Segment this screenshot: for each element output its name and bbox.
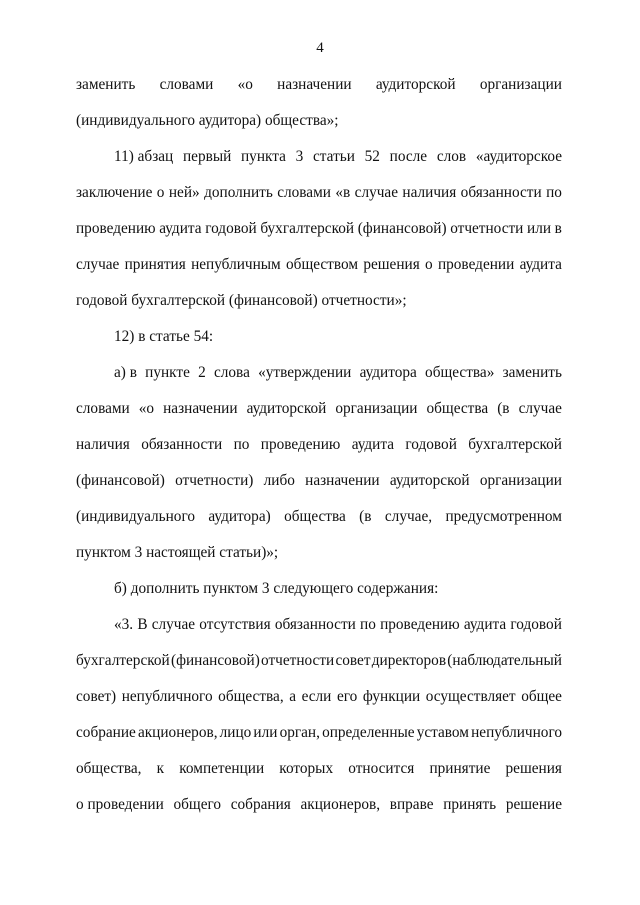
text-word: случае	[354, 184, 398, 201]
text-word: проведению	[76, 220, 156, 237]
text-line	[76, 759, 562, 779]
text-word: или	[527, 220, 552, 237]
text-line	[76, 291, 562, 311]
text-word: аудитора	[359, 364, 417, 381]
text-word: случае	[518, 400, 562, 417]
text-line	[76, 651, 562, 671]
text-word: предусмотренном	[445, 508, 562, 525]
text-line	[76, 75, 562, 95]
text-word: аудитора)	[208, 508, 271, 525]
text-word: а) в	[114, 364, 137, 381]
text-line	[76, 219, 562, 239]
text-word: аудиторской	[389, 472, 470, 489]
text-word: решения	[363, 256, 420, 273]
text-line	[114, 147, 562, 167]
text-word: по	[546, 184, 562, 201]
text-word: (наблюдательный	[447, 652, 562, 669]
text-word: непубличного	[471, 724, 562, 741]
text-word: б) дополнить пунктом 3 следующего содержания:	[114, 580, 439, 597]
text-word: лицо	[219, 724, 252, 741]
text-line	[114, 579, 562, 599]
text-word: отсутствия	[199, 616, 271, 633]
text-word: собрание	[76, 724, 136, 741]
text-word: наличия	[76, 436, 130, 453]
text-word: 2	[198, 364, 206, 381]
text-word: общества	[426, 400, 489, 417]
text-word: либо	[263, 472, 295, 489]
text-word: аудита	[159, 220, 202, 237]
text-word: в	[554, 220, 562, 237]
text-word: словами	[76, 400, 130, 417]
text-word: заключение	[76, 184, 153, 201]
text-word: назначении	[163, 400, 238, 417]
text-word: «в	[335, 184, 351, 201]
text-word: обязанности	[460, 184, 542, 201]
text-word: «о	[237, 76, 253, 93]
text-word: компетенции	[179, 760, 265, 777]
text-word: после	[389, 148, 428, 165]
text-word: случае,	[384, 508, 433, 525]
text-word: годовой	[405, 436, 457, 453]
text-word: (финансовой)	[357, 220, 447, 237]
text-word: относится	[348, 760, 415, 777]
text-word: пункте	[145, 364, 190, 381]
text-word: к	[156, 760, 165, 777]
text-word: организации	[479, 472, 562, 489]
text-line	[76, 723, 562, 743]
text-word: случае	[151, 616, 196, 633]
text-word: или	[253, 724, 278, 741]
text-word: решения	[505, 760, 562, 777]
text-line	[76, 111, 562, 131]
text-word: В	[137, 616, 148, 633]
text-word: принятие	[429, 760, 491, 777]
text-word: аудиторской	[375, 76, 456, 93]
text-word: функции	[362, 688, 421, 705]
text-word: аудита	[519, 256, 562, 273]
text-word: принятия	[124, 256, 186, 273]
text-word: о	[425, 256, 433, 273]
text-word: вправе	[389, 796, 434, 813]
text-word: его	[336, 688, 358, 705]
text-word: годовой бухгалтерской (финансовой) отчетности»;	[76, 292, 407, 309]
text-word: общества»	[425, 364, 495, 381]
text-word: обязанности	[274, 616, 356, 633]
text-word: (индивидуального аудитора) общества»;	[76, 112, 339, 129]
text-word: бухгалтерской	[468, 436, 562, 453]
text-word: совет)	[76, 688, 117, 705]
text-line	[76, 471, 562, 491]
text-word: пунктом 3 настоящей статьи)»;	[76, 544, 279, 561]
text-word: отчетности)	[175, 472, 254, 489]
text-word: (в	[497, 400, 510, 417]
text-word: по	[360, 616, 376, 633]
text-word: пункта	[241, 148, 286, 165]
text-line	[114, 615, 562, 635]
text-word: проведению	[260, 436, 341, 453]
text-word: первый	[182, 148, 232, 165]
text-word: дополнить	[204, 184, 273, 201]
text-word: проведении	[437, 256, 515, 273]
text-word: по	[233, 436, 250, 453]
text-line	[76, 795, 562, 815]
text-word: которых	[279, 760, 334, 777]
text-word: акционеров,	[137, 724, 218, 741]
text-word: случае	[76, 256, 120, 273]
text-word: ней»	[168, 184, 200, 201]
text-word: определенные	[322, 724, 415, 741]
text-word: директоров	[371, 652, 447, 669]
text-word: 12) в статье 54:	[114, 328, 214, 345]
text-word: заменить	[502, 364, 562, 381]
text-word: назначении	[277, 76, 352, 93]
text-word: о	[156, 184, 165, 201]
text-word: «3.	[114, 616, 134, 633]
text-word: 3	[295, 148, 304, 165]
text-line	[76, 435, 562, 455]
text-word: аудиторской	[246, 400, 327, 417]
text-word: общества	[284, 508, 346, 525]
text-line	[76, 507, 562, 527]
text-word: о проведении	[76, 796, 164, 813]
text-word: 11) абзац	[114, 148, 174, 165]
text-line	[76, 183, 562, 203]
text-word: назначении	[305, 472, 380, 489]
text-word: 52	[364, 148, 380, 165]
text-word: (финансовой)	[76, 472, 165, 489]
text-word: общества,	[76, 760, 142, 777]
text-word: обществом	[286, 256, 359, 273]
text-word: аудита	[463, 616, 507, 633]
text-word: собрания	[230, 796, 291, 813]
text-word: «о	[138, 400, 155, 417]
text-word: (индивидуального	[76, 508, 195, 525]
text-word: заменить	[76, 76, 136, 93]
text-word: слова	[213, 364, 250, 381]
text-word: общего	[173, 796, 222, 813]
text-word: организации	[479, 76, 562, 93]
text-word: годовой	[205, 220, 257, 237]
text-word: отчетности	[450, 220, 524, 237]
text-word: принять	[443, 796, 497, 813]
text-word: совет	[335, 652, 371, 669]
text-line	[76, 399, 562, 419]
text-word: словами	[277, 184, 331, 201]
text-word: отчетности	[261, 652, 335, 669]
text-word: «аудиторское	[475, 148, 562, 165]
text-word: обязанности	[141, 436, 223, 453]
text-line	[76, 687, 562, 707]
text-word: непубличного	[121, 688, 213, 705]
text-line	[76, 543, 562, 563]
text-word: а	[289, 688, 297, 705]
text-line	[114, 327, 562, 347]
text-word: осуществляет	[425, 688, 516, 705]
text-word: слов	[436, 148, 467, 165]
text-word: организации	[335, 400, 418, 417]
text-word: орган,	[279, 724, 320, 741]
text-word: «утверждении	[258, 364, 352, 381]
text-word: статьи	[313, 148, 355, 165]
text-word: если	[301, 688, 332, 705]
text-word: акционеров,	[300, 796, 381, 813]
text-word: наличия	[402, 184, 457, 201]
text-line	[76, 255, 562, 275]
text-word: (в	[359, 508, 372, 525]
page-number: 4	[316, 40, 324, 56]
text-word: (финансовой)	[170, 652, 260, 669]
text-word: решение	[505, 796, 562, 813]
text-line	[114, 363, 562, 383]
text-word: бухгалтерской	[260, 220, 355, 237]
text-word: словами	[159, 76, 214, 93]
text-word: годовой	[510, 616, 562, 633]
text-word: общества,	[218, 688, 284, 705]
text-word: проведению	[380, 616, 460, 633]
text-word: бухгалтерской	[76, 652, 170, 669]
text-word: общее	[521, 688, 562, 705]
text-word: уставом	[416, 724, 469, 741]
text-word: аудита	[351, 436, 395, 453]
text-word: непубличным	[191, 256, 281, 273]
